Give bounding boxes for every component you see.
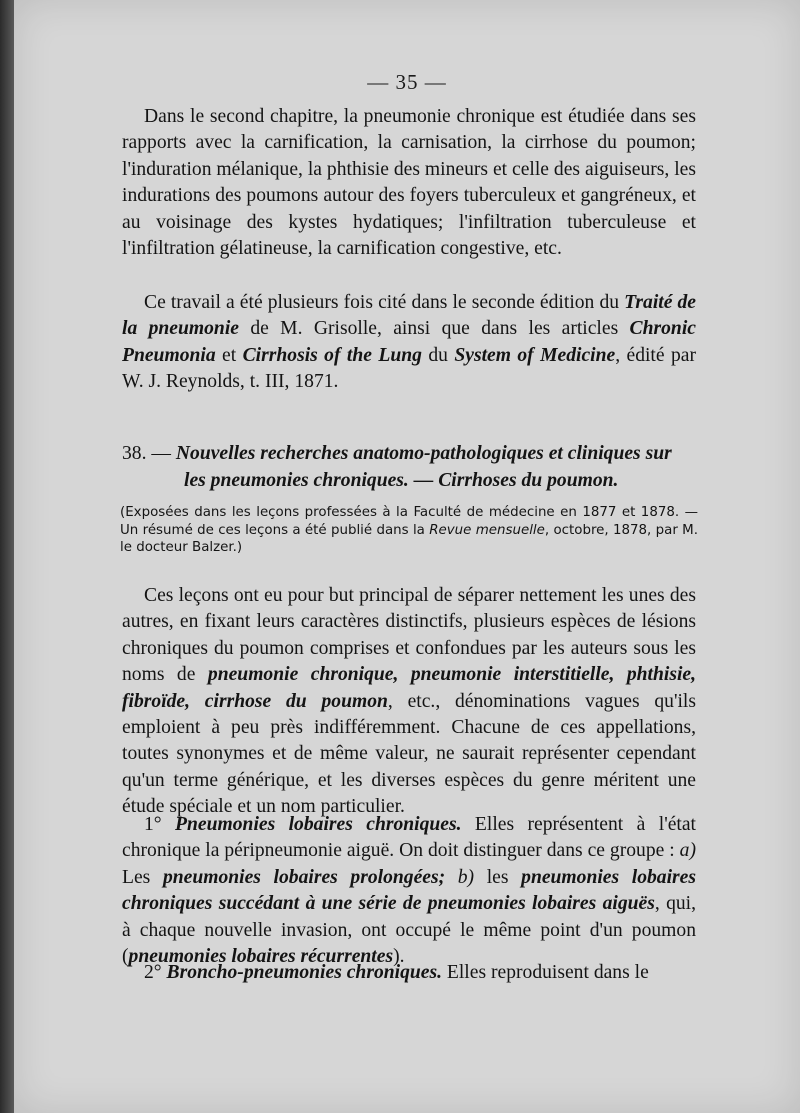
paragraph-4-text [122, 812, 696, 970]
p4-a: Elles représentent à l'état chronique la péripneumonie aiguë. On doit distinguer dans ce groupe : [122, 814, 697, 862]
book-page [14, 0, 800, 1113]
entry-38-title-line1: Nouvelles recherches anatomo-pathologiques et cliniques sur [175, 443, 672, 464]
paragraph-3-text [122, 583, 696, 821]
paragraph-5-text [122, 960, 696, 986]
p4-c: les [474, 866, 522, 888]
paragraph-pneumonies-lobaires [122, 812, 696, 970]
paragraph-second-chapter [122, 104, 696, 262]
entry-38-note [120, 504, 698, 557]
p2-b: de M. Grisolle, ainsi que dans les articles [238, 318, 630, 340]
entry-38 [122, 440, 696, 494]
p2-cirrhosis-title: Cirrhosis of the Lung [242, 344, 422, 366]
page-left-edge [0, 0, 14, 1113]
p2-system-title: System of Medicine [454, 344, 616, 366]
note-revue-title: Revue mensuelle [429, 522, 545, 538]
p4-term3: pneumonies lobaires récurrentes [128, 946, 394, 968]
paragraph-lecons [122, 583, 696, 821]
p4-e: ). [393, 946, 405, 968]
paragraph-1-text: Dans le second chapitre, la pneumonie chronique est étudiée dans ses rapports avec la carnification, la carnisation, la cirrhose du poumon; l'induration mélanique, la phthisie des mineurs et celle des aiguiseurs, les indurations des poumons autour des foyers tuberculeux et gangréneux, et au voisinage des kystes hydatiques; l'infiltration tuberculeuse et l'infiltration gélatineuse, la carnification congestive, etc. [122, 106, 696, 260]
p4-d: , qui, à chaque nouvelle invasion, ont occupé le même point d'un poumon ( [122, 893, 697, 968]
note-a: (Exposées dans les leçons professées à la Faculté de médecine en 1877 et 1878. — Un résumé de ces leçons a été publié dans la [120, 505, 698, 538]
paragraph-citations [122, 290, 696, 396]
p2-traite-title: Traité de la pneumonie [122, 292, 696, 340]
paragraph-2-text [122, 290, 696, 396]
entry-38-title-line2: les pneumonies chroniques. — Cirrhoses du poumon. [184, 470, 619, 491]
p2-chronic-title: Chronic Pneumonia [122, 318, 696, 366]
note-b: , octobre, 1878, par M. le docteur Balzer.) [120, 522, 698, 555]
p5-a: Elles reproduisent dans le [442, 962, 649, 983]
p3-b: , etc., dénominations vagues qu'ils emploient à peu près indifféremment. Chacune de ces appellations, toutes synonymes et de même valeur, ne saurait représenter cependant qu'un terme générique, et les diverses espèces du genre méritent une étude spéciale et un nom particulier. [122, 690, 696, 818]
p4-label-a: a) [679, 840, 696, 862]
entry-38-heading [122, 440, 696, 494]
p4-heading: Pneumonies lobaires chroniques. [175, 814, 462, 835]
entry-38-number: 38. — [122, 443, 176, 464]
p4-label-b: b) [445, 866, 475, 888]
p3-terms: pneumonie chronique, pneumonie interstitielle, phthisie, fibroïde, cirrhose du poumon [122, 664, 697, 712]
p5-heading: Broncho-pneumonies chroniques. [166, 962, 442, 983]
p4-term1: pneumonies lobaires prolongées; [162, 866, 446, 888]
p4-num: 1° [144, 814, 176, 835]
p2-e: , édité par W. J. Reynolds, t. III, 1871. [122, 344, 697, 393]
p4-term2: pneumonies lobaires chroniques succédant à une série de pneumonies lobaires aiguës [122, 866, 696, 915]
p2-a: Ce travail a été plusieurs fois cité dans le seconde édition du [144, 292, 625, 313]
p2-d: du [421, 344, 455, 366]
note-text [120, 504, 698, 557]
p2-c: et [215, 344, 243, 366]
p4-b: Les [122, 866, 163, 888]
p3-a: Ces leçons ont eu pour but principal de séparer nettement les unes des autres, en fixant leurs caractères distinctifs, plusieurs espèces de lésions chroniques du poumon comprises et confondues par les auteurs sous les noms de [122, 585, 696, 686]
page-number: — 35 — [367, 70, 447, 94]
p5-num: 2° [144, 962, 167, 983]
paragraph-broncho-pneumonies [122, 960, 696, 986]
